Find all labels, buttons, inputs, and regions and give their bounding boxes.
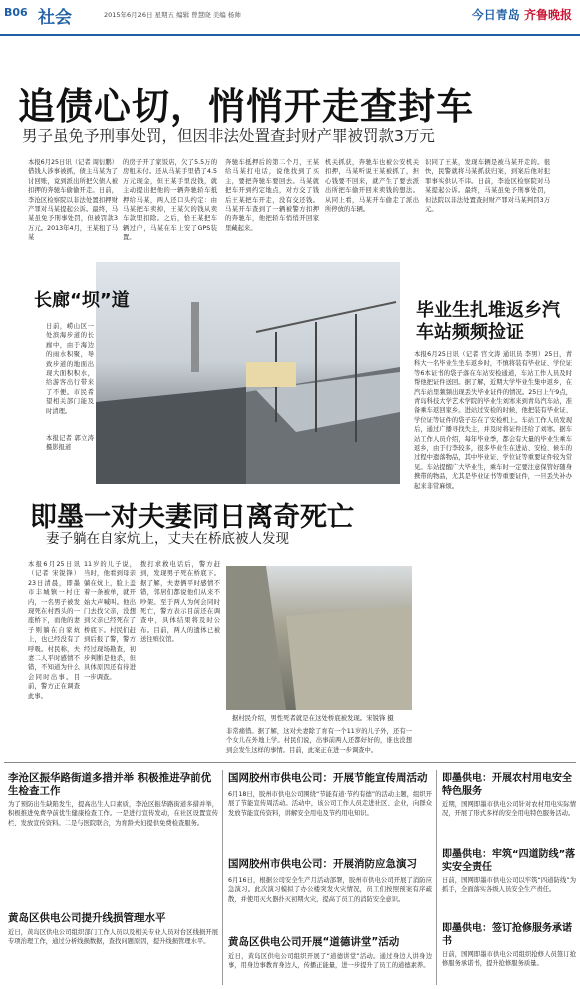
bridge-photo-caption: 据村民介绍，男性死者就是在这处桥底被发现。宋锐锋 摄	[232, 714, 394, 722]
lead-column-5: 识同了王某，发现车辆是被马某开走的。很快，民警就将马某抓获归案，到案后他对犯罪事实供认不讳。日前，李沧区检察院对马某提起公诉。最终，马某虽免予刑事处罚，但法院以非法处置查封财产罪对马某判罚3万元。	[425, 159, 550, 214]
newspaper-brand	[472, 6, 572, 23]
column-rule	[222, 770, 223, 985]
brief-4-headline: 黄岛区供电公司提升线损管理水平	[8, 912, 166, 924]
second-subheadline: 妻子躺在自家炕上，丈夫在桥底被人发现	[46, 531, 289, 547]
brief-7-headline: 即墨供电：牢筑“四道防线”落实安全责任	[442, 849, 576, 873]
section-divider	[4, 762, 576, 763]
brief-6-headline: 即墨供电：开展农村用电安全特色服务	[442, 773, 572, 797]
photo-story-text: 日前，崂山区一处滨海步道的长廊中，由于海边的雨水积聚，导致步道的地面出现大面积积水，给游客出行带来了不便。市民希望相关部门能及时清理。	[46, 323, 94, 415]
bridge-photo-art	[226, 566, 412, 710]
side-story-headline: 毕业生扎堆返乡汽车站频频捡证	[416, 300, 560, 343]
lead-column-2: 的房子开了家饭店，欠了5.5万的房租未付。还从马某手里借了4.5万元现金，但王某手里没钱，就主动提出把他的一辆奔驰轿车抵押给马某，两人还口头约定：由马某把车卖掉，王某欠的钱从卖车款里扣除。之后，恰王某把车辆过户，马某在车上安了GPS装置。	[123, 159, 217, 242]
brief-6-text: 近期，国网即墨市供电公司针对农村用电实际情况，开展了形式多样的安全用电特色服务活动。	[442, 801, 576, 818]
side-story-text: 本报6月25日讯（记者 官文涛 通讯员 李男）25日，青科大一名毕业生坐车返乡时，不慎将装有毕业证、学位证等6本证书的袋子落在车站安检通道，车站工作人员及时帮他把证件送回。据了解，近期大学毕业生集中返乡，在汽车站里频频出现丢失毕业证件的情况。25日上午9点，青岛科技大学艺术学院的毕业生刘寒来到青岛汽车站，准备乘车返回家乡。进站过安检的时候，他把装有毕业证、学位证等证件的袋子忘在了安检机上。车站工作人员发现后，通过广播寻找失主，并及时将证件还给了刘寒。据车站工作人员介绍，每年毕业季，都会有大量的毕业生乘车返乡，由于行李较多，很多毕业生在进站、安检、候车的过程中遗落物品，其中毕业证、学位证等重要证件较为常见。车站提醒广大毕业生，乘车时一定要注意保管好随身携带的物品，尤其是毕业证书等重要证件，一旦丢失补办起来非常麻烦。	[414, 351, 572, 490]
bridge-photo	[226, 566, 412, 710]
brief-4-text: 近日，黄岛区供电公司组织部门工作人员以及相关专业人员对台区线损开展专项治理工作，通过分析线损数据，查找问题原因，提升线损管理水平。	[8, 929, 218, 946]
page-number: B06	[4, 6, 28, 19]
second-column-3: 拨打求救电话后，警方赶到，发现男子死在桥底下。据了解，夫妻俩平时感情不错，邻居们都说他们从来不吵架。至于两人为何会同时死亡，警方表示目前还在调查中，具体结果将及时公布。目前，两人的遗体已被送往殡仪馆。	[140, 561, 220, 644]
promenade-photo	[96, 262, 400, 484]
lead-column-3: 奔驰车抵押后的第二个月，王某给马某打电话，说他找到了买主，要把奔驰车要回去。马某就把车开到约定地点，对方交了钱后王某把车开走，没有交还钱。马某开车查到了一辆被警方扣押的奔驰车，他把轿车悄悄开回家里藏起来。	[225, 159, 319, 232]
lead-column-4: 机关抓获，奔驰车也被公安机关扣押，马某听说王某被抓了，担心钱要不回来，就产生了要去派出所把车偷开回来卖钱的想法。从同上看，马某开车偷走了派出所停放的车辆。	[325, 159, 419, 214]
lead-column-1: 本报6月25日讯（记者 周衍鹏）借钱人涉事被抓，债主马某为了讨回账，竟到派出所把欠债人被扣押的奔驰车偷偷开走。日前，李沧区检察院以非法处置扣押财产罪对马某提起公诉。最终，马某虽免予刑事处罚，但被罚款3万元。2013年4月，王某租了马某	[28, 159, 118, 242]
second-headline: 即墨一对夫妻同日离奇死亡	[30, 502, 354, 533]
photo-story-title: 长廊“坝”道	[34, 290, 130, 311]
brief-3-headline: 国网胶州市供电公司：开展消防应急演习	[228, 858, 417, 870]
brand-prefix: 今日青岛	[471, 8, 520, 22]
brief-1-headline: 李沧区振华路街道多措并举 积极推进孕前优生检查工作	[8, 772, 212, 797]
second-column-1: 本报6月25日讯（记者 宋锐锋）23日清晨，即墨市丰城镇一村庄内，一名男子被发现死在村西头的一座桥下，而他的妻子则躺在自家炕上，也已经没有了呼吸。村民称，夫妻二人平时感情不错，不知道为什么会同时出事。目前，警方正在调查此事。	[28, 561, 80, 700]
promenade-photo-art	[96, 262, 400, 484]
brief-2-text: 6月18日，胶州市供电公司围绕“节能有道·节约有德”的活动主题，组织开展了节能宣传周活动。活动中，该公司工作人员走进社区、企业，向群众发放节能宣传资料，讲解安全用电及节约用电知识。	[228, 791, 432, 817]
brief-5-headline: 黄岛区供电公司开展“道德讲堂”活动	[228, 936, 400, 948]
issue-meta: 2015年6月26日 星期五 编辑 曾慧晓 美编 杨帅	[104, 11, 241, 19]
brief-2-headline: 国网胶州市供电公司：开展节能宣传周活动	[228, 772, 428, 784]
brief-5-text: 近日，黄岛区供电公司组织开展了“道德讲堂”活动。通过身边人讲身边事，用身边事教育身边人，传播正能量，进一步提升了员工的道德素养。	[228, 953, 432, 970]
brief-1-text: 为了预防出生缺陷发生，提高出生人口素质，李沧区振华路街道多措并举，积极推进免费孕前优生健康检查工作。一是进行宣传发动，在社区设置宣传栏、发放宣传资料。二是与医院联合，为育龄夫妇提供免费检查服务。	[8, 801, 218, 827]
masthead	[0, 0, 580, 36]
brief-8-headline: 即墨供电：签订抢修服务承诺书	[442, 923, 572, 947]
second-column-2: 11岁的儿子说，当时，他看到母亲躺在炕上，脸上盖着一条被单，就开始大声喊叫。他出门去找父亲，没想到父亲已经死在了桥底下。村民们赶到后报了警，警方经过现场勘查，初步判断是他杀，但具体原因还有待进一步调查。	[84, 561, 136, 681]
brand-name: 齐鲁晚报	[523, 8, 572, 22]
photo-story-credit: 本报记者 郭立涛 摄影报道	[46, 435, 94, 452]
brief-8-text: 日前，国网即墨市供电公司组织抢修人员签订抢修服务承诺书，提升抢修服务质量。	[442, 951, 576, 968]
brief-7-text: 日前，国网即墨市供电公司以牢筑“四道防线”为抓手，全面落实各级人员安全生产责任。	[442, 877, 576, 894]
column-rule-2	[436, 770, 437, 985]
second-column-right: 非常痛惜。据了解，这对夫妻除了育有一个11岁的儿子外，还有一个女儿在外地上学。村民们说，出事前两人还都好好的，谁也没想到会发生这样的事情。目前，此案正在进一步调查中。	[226, 728, 412, 754]
lead-headline: 追债心切，悄悄开走查封车	[18, 85, 474, 128]
section-title: 社会	[38, 8, 72, 28]
lead-subheadline: 男子虽免予刑事处罚，但因非法处置查封财产罪被罚款3万元	[22, 127, 435, 145]
brief-3-text: 6月16日，根据公司安全生产月活动部署，胶州市供电公司开展了消防应急演习。此次演习模拟了办公楼突发火灾情况，员工们按照预案有序疏散，并使用灭火器扑灭初期火灾，提高了员工的消防安全意识。	[228, 877, 432, 903]
